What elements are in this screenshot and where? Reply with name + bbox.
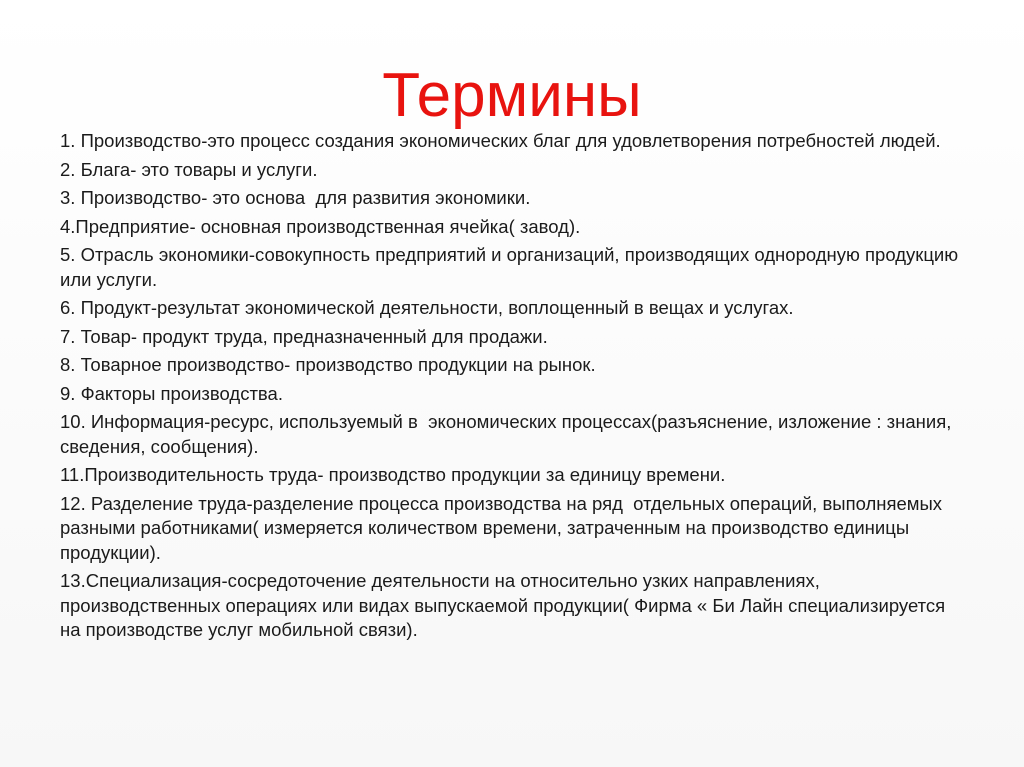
term-item-6: 6. Продукт-результат экономической деятельности, воплощенный в вещах и услугах.	[60, 297, 794, 318]
term-item-9: 9. Факторы производства.	[60, 382, 283, 404]
term-item-1: 1. Производство-это процесс создания экономических благ для удовлетворения потребностей людей.	[60, 130, 941, 151]
term-item-3: 3. Производство- это основа для развития экономики.	[60, 187, 531, 208]
term-item-12: 12. Разделение труда-разделение процесса производства на ряд отдельных операций, выполняемых разными работниками( измеряется количеством времени, затраченным на производство единицы продукции).	[60, 492, 948, 563]
term-item-7: 7. Товар- продукт труда, предназначенный для продажи.	[60, 325, 548, 347]
slide-title: Термины	[382, 61, 642, 130]
term-item-4: 4.Предприятие- основная производственная ячейка( завод).	[60, 215, 581, 237]
term-item-10: 10. Информация-ресурс, используемый в экономических процессах(разъяснение, изложение : знания, сведения, сообщения).	[60, 411, 957, 457]
term-item-5: 5. Отрасль экономики-совокупность предприятий и организаций, производящих однородную продукцию или услуги.	[60, 244, 964, 290]
term-item-11: 11.Производительность труда- производство продукции за единицу времени.	[60, 464, 726, 485]
term-item-8: 8. Товарное производство- производство продукции на рынок.	[60, 354, 596, 375]
term-item-2: 2. Блага- это товары и услуги.	[60, 158, 318, 180]
term-item-13: 13.Специализация-сосредоточение деятельности на относительно узких направлениях, производственных операциях или видах выпускаемой продукции( Фирма « Би Лайн специализируется на производстве услуг мобильной связи).	[60, 570, 951, 640]
term-list	[60, 129, 970, 647]
